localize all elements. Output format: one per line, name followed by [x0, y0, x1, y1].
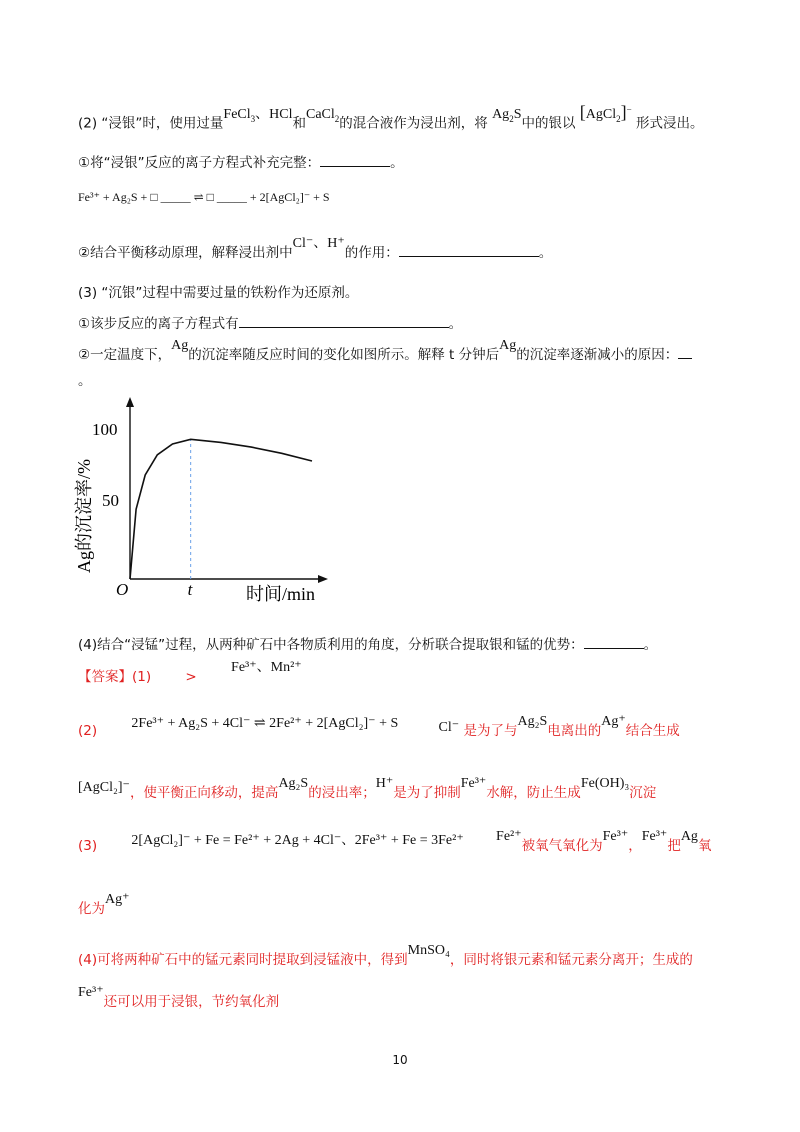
answer-tag: 【答案】	[78, 669, 132, 685]
x-axis-arrow	[318, 575, 328, 583]
x-axis-label: 时间/min	[246, 584, 316, 604]
q2-sub2: ②结合平衡移动原理，解释浸出剂中Cl⁻、H⁺的作用： 。	[78, 236, 553, 261]
answer-blank[interactable]	[399, 242, 539, 257]
answer-4-line2: Fe³⁺还可以用于浸银，节约氧化剂	[78, 985, 280, 1010]
answer-3-line1: (3) 2[AgCl₂]⁻ + Fe = Fe²⁺ + 2Ag + 4Cl⁻、2Fe³⁺ + Fe = 3Fe²⁺ Fe²⁺被氧气氧化为Fe³⁺，Fe³⁺把Ag氧	[78, 829, 712, 854]
q3-sub2: ②一定温度下，Ag的沉淀率随反应时间的变化如图所示。解释 t 分钟后Ag的沉淀率逐渐减小的原因：	[78, 344, 692, 365]
answer-4-line1: (4)可将两种矿石中的锰元素同时提取到浸锰液中，得到MnSO₄，同时将银元素和锰元素分离开；生成的	[78, 943, 693, 968]
q3-sub2-end: 。	[78, 373, 92, 389]
q2-equation: Fe³⁺ + Ag₂S + □ _____ ⇌ □ _____ + 2[AgCl₂]⁻ + S	[78, 190, 330, 204]
precipitation-rate-chart	[70, 395, 340, 610]
answer-2-line1: (2) 2Fe³⁺ + Ag₂S + 4Cl⁻ ⇌ 2Fe²⁺ + 2[AgCl₂]⁻ + S Cl⁻ 是为了与Ag₂S电离出的Ag⁺结合生成	[78, 714, 680, 739]
q3-sub1: ①该步反应的离子方程式有 。	[78, 313, 462, 333]
t-label: t	[187, 580, 193, 599]
origin-label: O	[116, 580, 129, 599]
answer-2-line2: [AgCl₂]⁻，使平衡正向移动，提高Ag₂S的浸出率；H⁺是为了抑制Fe³⁺水解，防止生成Fe(OH)₃沉淀	[78, 776, 657, 801]
q3-title: (3) “沉银”过程中需要过量的铁粉作为还原剂。	[78, 285, 359, 301]
y-axis-label: Ag的沉淀率/%	[74, 459, 94, 573]
tick-label-50: 50	[102, 491, 119, 510]
q2-stem: (2) “浸银”时，使用过量FeCl$_3$、HCl和CaCl$_2$的混合液作为浸出剂，将 $Ag_2S$中的银以 [AgCl$_2$]− 形式浸出。	[78, 101, 704, 132]
y-axis-arrow	[126, 397, 134, 407]
series-line	[130, 439, 312, 579]
answer-blank[interactable]	[678, 344, 692, 359]
answer-3-line2: 化为Ag⁺	[78, 892, 130, 917]
answer-blank[interactable]	[320, 152, 390, 167]
q2-sub1: ①将“浸银”反应的离子方程式补充完整： 。	[78, 152, 404, 172]
answer-blank[interactable]	[239, 313, 449, 328]
answer-blank[interactable]	[584, 634, 644, 649]
q4-stem: (4)结合“浸锰”过程，从两种矿石中各物质利用的角度，分析联合提取银和锰的优势： 。	[78, 634, 657, 654]
page-number: 10	[392, 1053, 408, 1067]
answer-1: 【答案】(1) > Fe³⁺、Mn²⁺	[78, 660, 302, 685]
tick-label-100: 100	[92, 420, 118, 439]
